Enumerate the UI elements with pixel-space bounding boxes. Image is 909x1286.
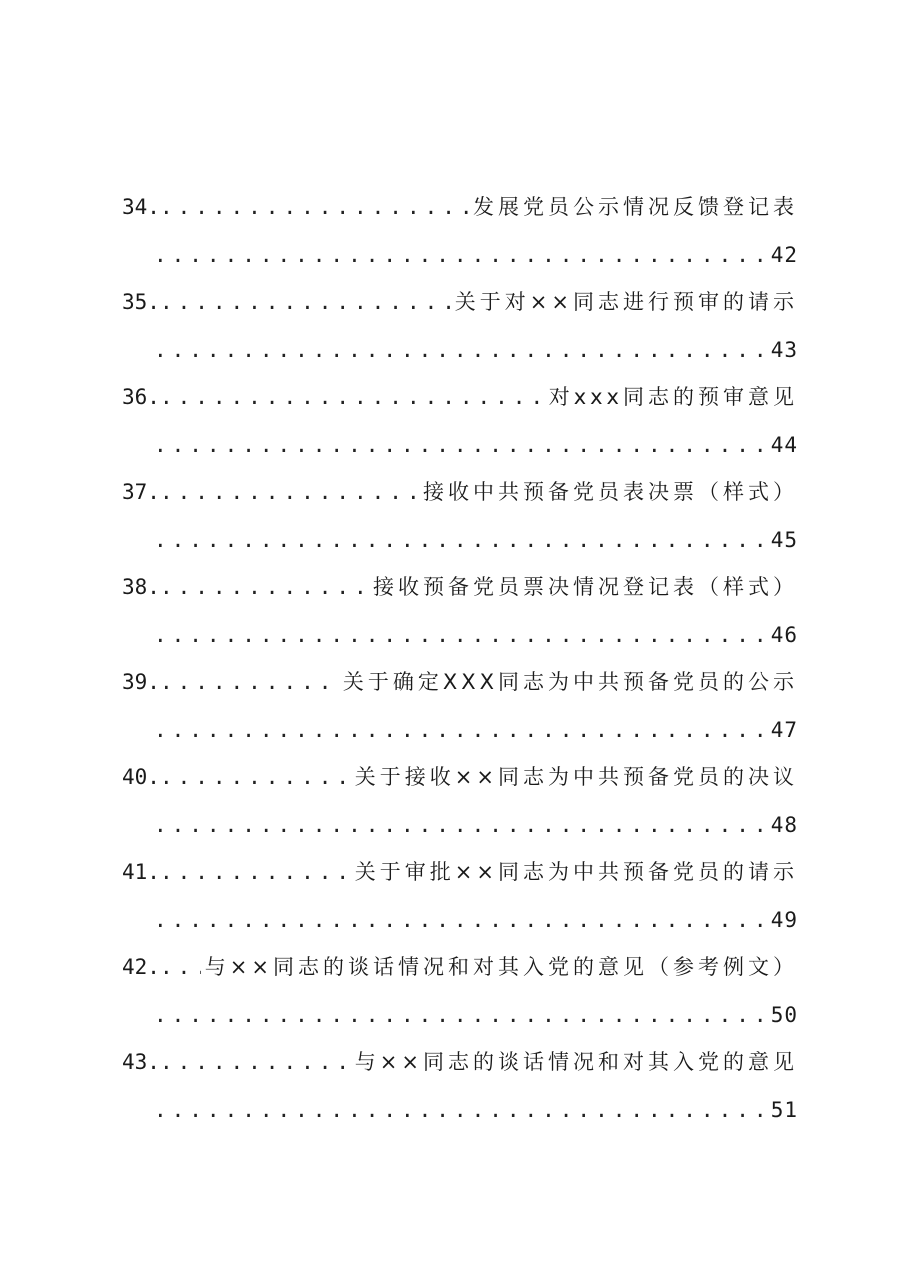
- toc-entry-number: 41.: [122, 860, 160, 884]
- dot-leader: [160, 291, 451, 313]
- toc-entry-title: 接收中共预备党员表决票（样式）: [423, 480, 798, 504]
- dot-leader: [160, 956, 201, 978]
- toc-entry-page-number: 45: [770, 528, 798, 552]
- toc-entry-number: 39.: [122, 670, 160, 694]
- toc-entry: [122, 368, 798, 463]
- dot-leader: [154, 909, 767, 931]
- dot-leader: [154, 339, 767, 361]
- toc-entry-page-number: 51: [770, 1098, 798, 1122]
- toc-entry-heading-line: [122, 653, 798, 693]
- toc-entry-page-line: [154, 986, 798, 1026]
- dot-leader: [154, 1004, 767, 1026]
- toc-entry-page-number: 49: [770, 908, 798, 932]
- dot-leader: [154, 624, 767, 646]
- toc-entry-heading-line: [122, 273, 798, 313]
- toc-entry-page-line: [154, 511, 798, 551]
- toc-entry-title: 关于对××同志进行预审的请示: [454, 290, 798, 314]
- dot-leader: [160, 1051, 351, 1073]
- toc-entry-title: 接收预备党员票决情况登记表（样式）: [373, 575, 798, 599]
- toc-entry: [122, 273, 798, 368]
- dot-leader: [160, 576, 369, 598]
- toc-entry: [122, 748, 798, 843]
- toc-entry-number: 37.: [122, 480, 160, 504]
- toc-entry-heading-line: [122, 558, 798, 598]
- dot-leader: [154, 814, 767, 836]
- toc-entry-page-line: [154, 701, 798, 741]
- toc-entry-heading-line: [122, 843, 798, 883]
- toc-entry-number: 35.: [122, 290, 160, 314]
- toc-entry: [122, 463, 798, 558]
- toc-entry-title: 关于确定XXX同志为中共预备党员的公示: [342, 670, 798, 694]
- toc-entry-page-number: 48: [770, 813, 798, 837]
- dot-leader: [154, 434, 767, 456]
- toc-entry-number: 38.: [122, 575, 160, 599]
- toc-entry-page-number: 43: [770, 338, 798, 362]
- toc-entry-title: 对xxx同志的预审意见: [548, 385, 798, 409]
- toc-entry: [122, 653, 798, 748]
- toc-entry: [122, 843, 798, 938]
- toc-entry-title: 关于审批××同志为中共预备党员的请示: [354, 860, 798, 884]
- toc-entry-number: 43.: [122, 1050, 160, 1074]
- toc-entry-page-number: 44: [770, 433, 798, 457]
- toc-entry: [122, 1033, 798, 1129]
- toc-entry-page-number: 47: [770, 718, 798, 742]
- toc-entry-title: 关于接收××同志为中共预备党员的决议: [354, 765, 798, 789]
- toc-entry-page-line: [154, 416, 798, 456]
- toc-entry-heading-line: [122, 938, 798, 978]
- toc-entry-title: 与××同志的谈话情况和对其入党的意见（参考例文）: [204, 955, 798, 979]
- toc-entry: [122, 178, 798, 273]
- dot-leader: [154, 529, 767, 551]
- toc-entry-number: 40.: [122, 765, 160, 789]
- toc-entry-page-line: [154, 1081, 798, 1121]
- toc-entry: [122, 938, 798, 1033]
- toc-entry-page-line: [154, 796, 798, 836]
- toc-entry-page-line: [154, 321, 798, 361]
- dot-leader: [160, 196, 469, 218]
- toc-entry-page-number: 42: [770, 243, 798, 267]
- toc-entry-title: 与××同志的谈话情况和对其入党的意见: [354, 1050, 798, 1074]
- table-of-contents: [122, 178, 798, 1129]
- toc-entry-heading-line: [122, 368, 798, 408]
- toc-entry-heading-line: [122, 748, 798, 788]
- dot-leader: [160, 386, 545, 408]
- toc-entry-heading-line: [122, 178, 798, 218]
- toc-entry-page-number: 50: [770, 1003, 798, 1027]
- toc-entry-page-number: 46: [770, 623, 798, 647]
- dot-leader: [154, 719, 767, 741]
- toc-entry-heading-line: [122, 463, 798, 503]
- toc-entry: [122, 558, 798, 653]
- dot-leader: [160, 481, 419, 503]
- toc-entry-number: 42.: [122, 955, 160, 979]
- toc-entry-title: 发展党员公示情况反馈登记表: [473, 195, 798, 219]
- toc-entry-number: 36.: [122, 385, 160, 409]
- toc-entry-page-line: [154, 891, 798, 931]
- toc-entry-heading-line: [122, 1033, 798, 1073]
- dot-leader: [160, 861, 351, 883]
- toc-entry-page-line: [154, 226, 798, 266]
- dot-leader: [160, 766, 351, 788]
- toc-entry-page-line: [154, 606, 798, 646]
- dot-leader: [160, 671, 339, 693]
- dot-leader: [154, 1099, 767, 1121]
- dot-leader: [154, 244, 767, 266]
- toc-entry-number: 34.: [122, 195, 160, 219]
